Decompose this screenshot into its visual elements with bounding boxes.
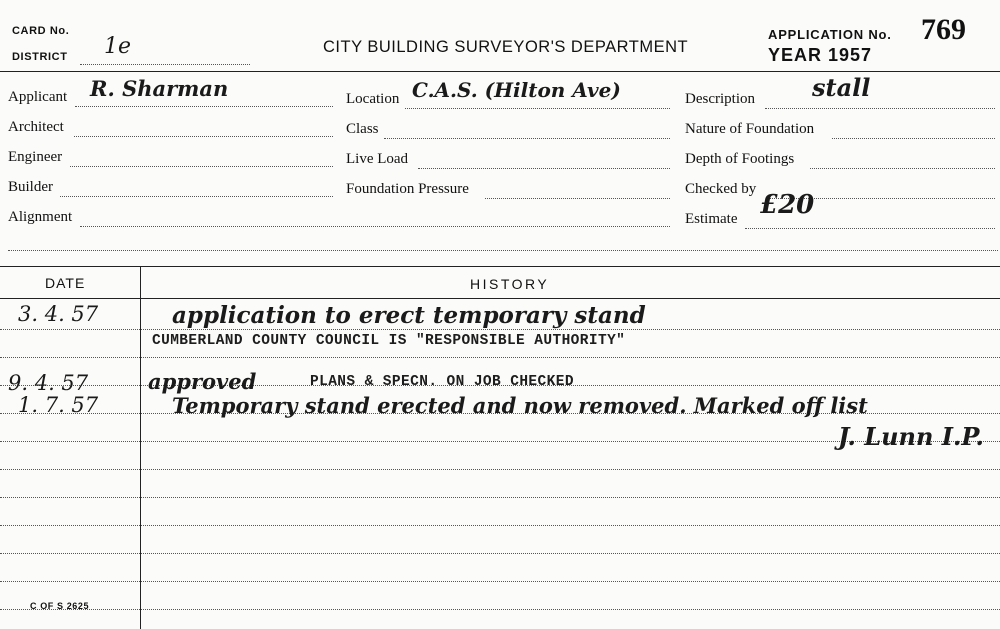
- history-entry-2-stamp: CUMBERLAND COUNTY COUNCIL IS "RESPONSIBLE AUTHORITY": [152, 333, 626, 349]
- depth-of-footings-label: Depth of Footings: [685, 151, 795, 167]
- history-date-3: 9. 4. 57: [8, 371, 89, 395]
- application-no-label: APPLICATION No.: [768, 27, 892, 42]
- ruled-line: [0, 525, 1000, 526]
- card-no-label: CARD No.: [12, 25, 70, 37]
- location-value: C.A.S. (Hilton Ave): [412, 78, 621, 102]
- alignment-line: [80, 226, 670, 227]
- header-rule: [0, 71, 1000, 72]
- history-top-rule: [0, 266, 1000, 267]
- date-column-divider: [140, 266, 141, 629]
- department-title: CITY BUILDING SURVEYOR'S DEPARTMENT: [323, 38, 689, 56]
- checked-by-label: Checked by: [685, 181, 757, 197]
- ruled-line: [0, 469, 1000, 470]
- nature-of-foundation-label: Nature of Foundation: [685, 121, 815, 137]
- class-label: Class: [346, 121, 379, 137]
- ruled-line: [0, 553, 1000, 554]
- builder-line: [60, 196, 333, 197]
- depth-of-footings-line: [810, 168, 995, 169]
- history-entry-3-hand: approved: [148, 369, 257, 394]
- history-header: HISTORY: [470, 276, 550, 292]
- history-entry-4: Temporary stand erected and now removed. Marked off list: [172, 393, 868, 418]
- district-line: [80, 64, 250, 65]
- estimate-value: £20: [760, 190, 815, 220]
- ruled-line: [0, 357, 1000, 358]
- applicant-value: R. Sharman: [90, 76, 229, 101]
- history-date-4: 1. 7. 57: [18, 393, 99, 417]
- ruled-line: [0, 329, 1000, 330]
- architect-label: Architect: [8, 119, 64, 135]
- blank-line: [8, 250, 998, 251]
- applicant-line: [75, 106, 333, 107]
- district-value: 1e: [104, 34, 132, 59]
- form-code: C OF S 2625: [30, 601, 90, 611]
- history-entry-1: application to erect temporary stand: [172, 302, 646, 329]
- description-value: stall: [812, 73, 871, 102]
- foundation-pressure-label: Foundation Pressure: [346, 181, 469, 197]
- year-label: YEAR 1957: [768, 45, 873, 65]
- ruled-line: [0, 609, 1000, 610]
- builder-label: Builder: [8, 179, 53, 195]
- alignment-label: Alignment: [8, 209, 73, 225]
- location-line: [405, 108, 670, 109]
- nature-of-foundation-line: [832, 138, 995, 139]
- foundation-pressure-line: [485, 198, 670, 199]
- ruled-line: [0, 581, 1000, 582]
- estimate-line: [745, 228, 995, 229]
- date-header: DATE: [45, 275, 86, 291]
- applicant-label: Applicant: [8, 89, 68, 105]
- signature: J. Lunn I.P.: [838, 422, 984, 451]
- architect-line: [74, 136, 333, 137]
- location-label: Location: [346, 91, 400, 107]
- history-entry-3-stamp: PLANS & SPECN. ON JOB CHECKED: [310, 374, 574, 390]
- engineer-line: [70, 166, 333, 167]
- district-label: DISTRICT: [12, 51, 68, 63]
- history-date-1: 3. 4. 57: [18, 302, 99, 326]
- header-bottom-rule: [0, 298, 1000, 299]
- application-no-value: 769: [921, 13, 966, 46]
- class-line: [384, 138, 670, 139]
- estimate-label: Estimate: [685, 211, 738, 227]
- description-label: Description: [685, 91, 755, 107]
- live-load-line: [418, 168, 670, 169]
- description-line: [765, 108, 995, 109]
- live-load-label: Live Load: [346, 151, 409, 167]
- engineer-label: Engineer: [8, 149, 63, 165]
- ruled-line: [0, 497, 1000, 498]
